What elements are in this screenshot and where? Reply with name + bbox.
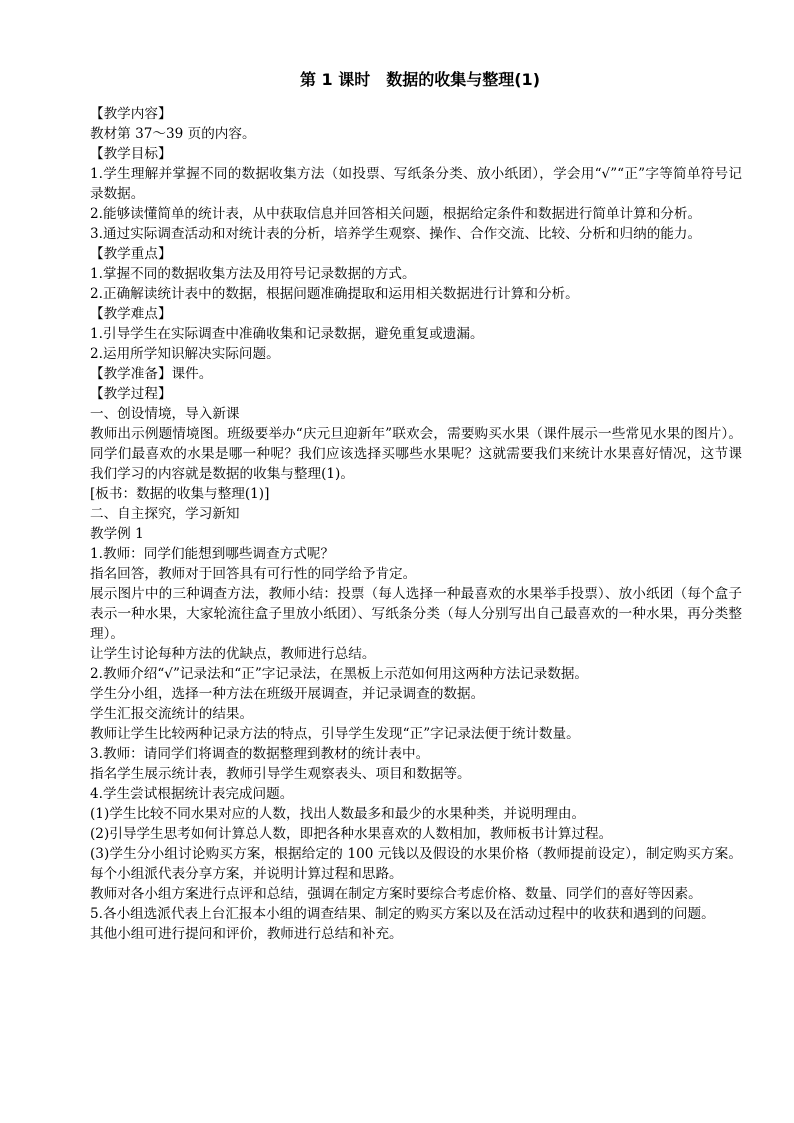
section-heading-difficulties: 【教学难点】	[90, 306, 172, 322]
paragraph: 让学生讨论每种方法的优缺点，教师进行总结。	[90, 646, 376, 662]
board-note: [板书：数据的收集与整理(1)]	[90, 486, 270, 502]
paragraph: 教材第 37～39 页的内容。	[90, 126, 256, 142]
paragraph: 学生汇报交流统计的结果。	[90, 706, 254, 722]
paragraph: 4.学生尝试根据统计表完成问题。	[90, 786, 294, 802]
paragraph: 5.各小组选派代表上台汇报本小组的调查结果、制定的购买方案以及在活动过程中的收获和遇到的问题。	[90, 906, 715, 922]
paragraph: 3.教师：请同学们将调查的数据整理到教材的统计表中。	[90, 746, 430, 762]
paragraph: 1.引导学生在实际调查中准确收集和记录数据，避免重复或遗漏。	[90, 326, 484, 342]
paragraph: 2.教师介绍“√”记录法和“正”字记录法，在黑板上示范如何用这两种方法记录数据。	[90, 666, 589, 682]
paragraph: 指名回答，教师对于回答具有可行性的同学给予肯定。	[90, 566, 417, 582]
paragraph: 2.能够读懂简单的统计表，从中获取信息并回答相关问题，根据给定条件和数据进行简单计算和分析。	[90, 206, 702, 222]
paragraph: 教师对各小组方案进行点评和总结，强调在制定方案时要综合考虑价格、数量、同学们的喜好等因素。	[90, 886, 702, 902]
subheading: 一、创设情境，导入新课	[90, 406, 240, 422]
paragraph: 教师让学生比较两种记录方法的特点，引导学生发现“正”字记录法便于统计数量。	[90, 726, 580, 742]
paragraph: 1.教师：同学们能想到哪些调查方式呢？	[90, 546, 335, 562]
paragraph: 1.学生理解并掌握不同的数据收集方法（如投票、写纸条分类、放小纸团），学会用“√”“正”字等简单符号记录数据。	[90, 166, 742, 202]
paragraph: 学生分小组，选择一种方法在班级开展调查，并记录调查的数据。	[90, 686, 485, 702]
document-page	[90, 68, 742, 944]
example-label: 教学例 1	[90, 526, 144, 542]
paragraph: 展示图片中的三种调查方法，教师小结：投票（每人选择一种最喜欢的水果举手投票）、放小纸团（每个盒子表示一种水果，大家轮流往盒子里放小纸团）、写纸条分类（每人分别写出自己最喜欢的一种水果，再分类整理）。	[90, 586, 742, 642]
paragraph: 其他小组可进行提问和评价，教师进行总结和补充。	[90, 926, 403, 942]
section-heading-preparation: 【教学准备】课件。	[90, 366, 213, 382]
section-heading-key-points: 【教学重点】	[90, 246, 172, 262]
paragraph: 教师出示例题情境图。班级要举办“庆元旦迎新年”联欢会，需要购买水果（课件展示一些常见水果的图片）。同学们最喜欢的水果是哪一种呢？我们应该选择买哪些水果呢？这就需要我们来统计水果喜好情况，这节课我们学习的内容就是数据的收集与整理(1)。	[90, 426, 742, 482]
paragraph: 3.通过实际调查活动和对统计表的分析，培养学生观察、操作、合作交流、比较、分析和归纳的能力。	[90, 226, 702, 242]
paragraph: 2.正确解读统计表中的数据，根据问题准确提取和运用相关数据进行计算和分析。	[90, 286, 579, 302]
paragraph: (1)学生比较不同水果对应的人数，找出人数最多和最少的水果种类，并说明理由。	[90, 806, 586, 822]
section-heading-process: 【教学过程】	[90, 386, 172, 402]
paragraph: 1.掌握不同的数据收集方法及用符号记录数据的方式。	[90, 266, 416, 282]
paragraph: 指名学生展示统计表，教师引导学生观察表头、项目和数据等。	[90, 766, 471, 782]
paragraph: (2)引导学生思考如何计算总人数，即把各种水果喜欢的人数相加，教师板书计算过程。	[90, 826, 613, 842]
page-title: 第 1 课时 数据的收集与整理(1)	[299, 70, 541, 89]
paragraph: (3)学生分小组讨论购买方案，根据给定的 100 元钱以及假设的水果价格（教师提前设定），制定购买方案。每个小组派代表分享方案，并说明计算过程和思路。	[90, 846, 742, 882]
section-heading-content: 【教学内容】	[90, 106, 172, 122]
section-heading-objectives: 【教学目标】	[90, 146, 172, 162]
subheading: 二、自主探究，学习新知	[90, 506, 240, 522]
document-body	[90, 104, 742, 944]
paragraph: 2.运用所学知识解决实际问题。	[90, 346, 280, 362]
